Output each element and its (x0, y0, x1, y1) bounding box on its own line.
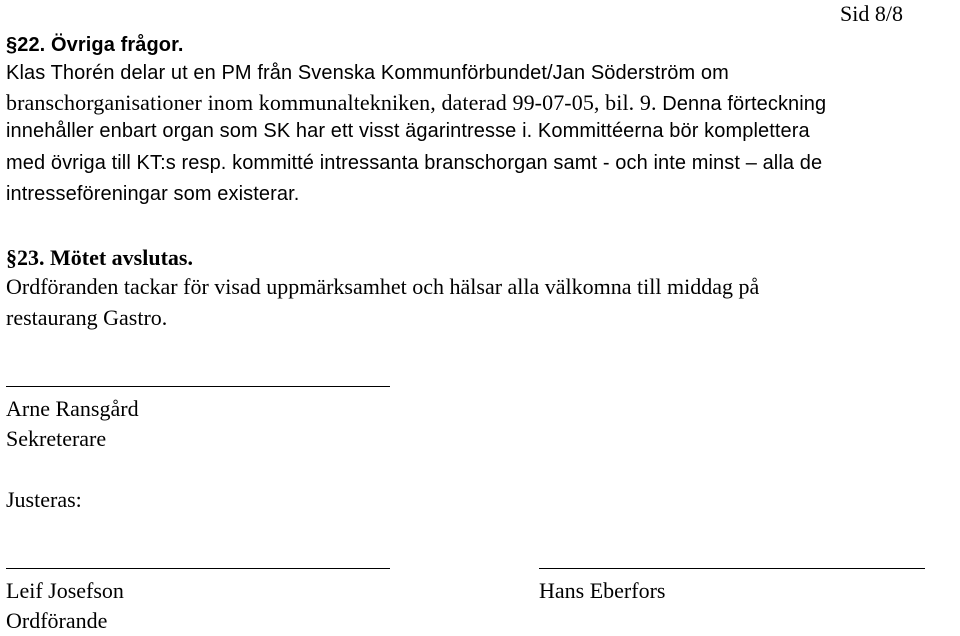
adjuster-name: Hans Eberfors (539, 578, 666, 603)
justeras-label: Justeras: (6, 487, 82, 512)
secretary-signature-line (6, 386, 390, 387)
chair-role: Ordförande (6, 608, 108, 633)
section-22-line-1: Klas Thorén delar ut en PM från Svenska Kommunförbundet/Jan Söderström om (6, 62, 729, 84)
section-22-line-2-part-1: branschorganisationer inom kommunaltekniken, daterad 99-07-05, bil. 9. (6, 90, 657, 115)
secretary-role: Sekreterare (6, 426, 107, 451)
page-number: Sid 8/8 (840, 1, 903, 26)
section-22-line-3: innehåller enbart organ som SK har ett visst ägarintresse i. Kommittéerna bör komplettera (6, 120, 810, 142)
section-22-heading: §22. Övriga frågor. (6, 34, 184, 56)
section-22-line-4: med övriga till KT:s resp. kommitté intressanta branschorgan samt - och inte minst – alla de (6, 152, 823, 174)
chair-signature-line (6, 568, 390, 569)
section-23-line-2: restaurang Gastro. (6, 305, 168, 330)
section-22-line-5: intresseföreningar som existerar. (6, 183, 300, 205)
section-22-line-2-part-2: Denna förteckning (662, 93, 827, 115)
section-23-heading: §23. Mötet avslutas. (6, 245, 193, 270)
secretary-name: Arne Ransgård (6, 396, 139, 421)
adjuster-signature-line (539, 568, 925, 569)
section-23-line-1: Ordföranden tackar för visad uppmärksamhet och hälsar alla välkomna till middag på (6, 274, 760, 299)
chair-name: Leif Josefson (6, 578, 124, 603)
section-22-line-2 (6, 90, 826, 116)
